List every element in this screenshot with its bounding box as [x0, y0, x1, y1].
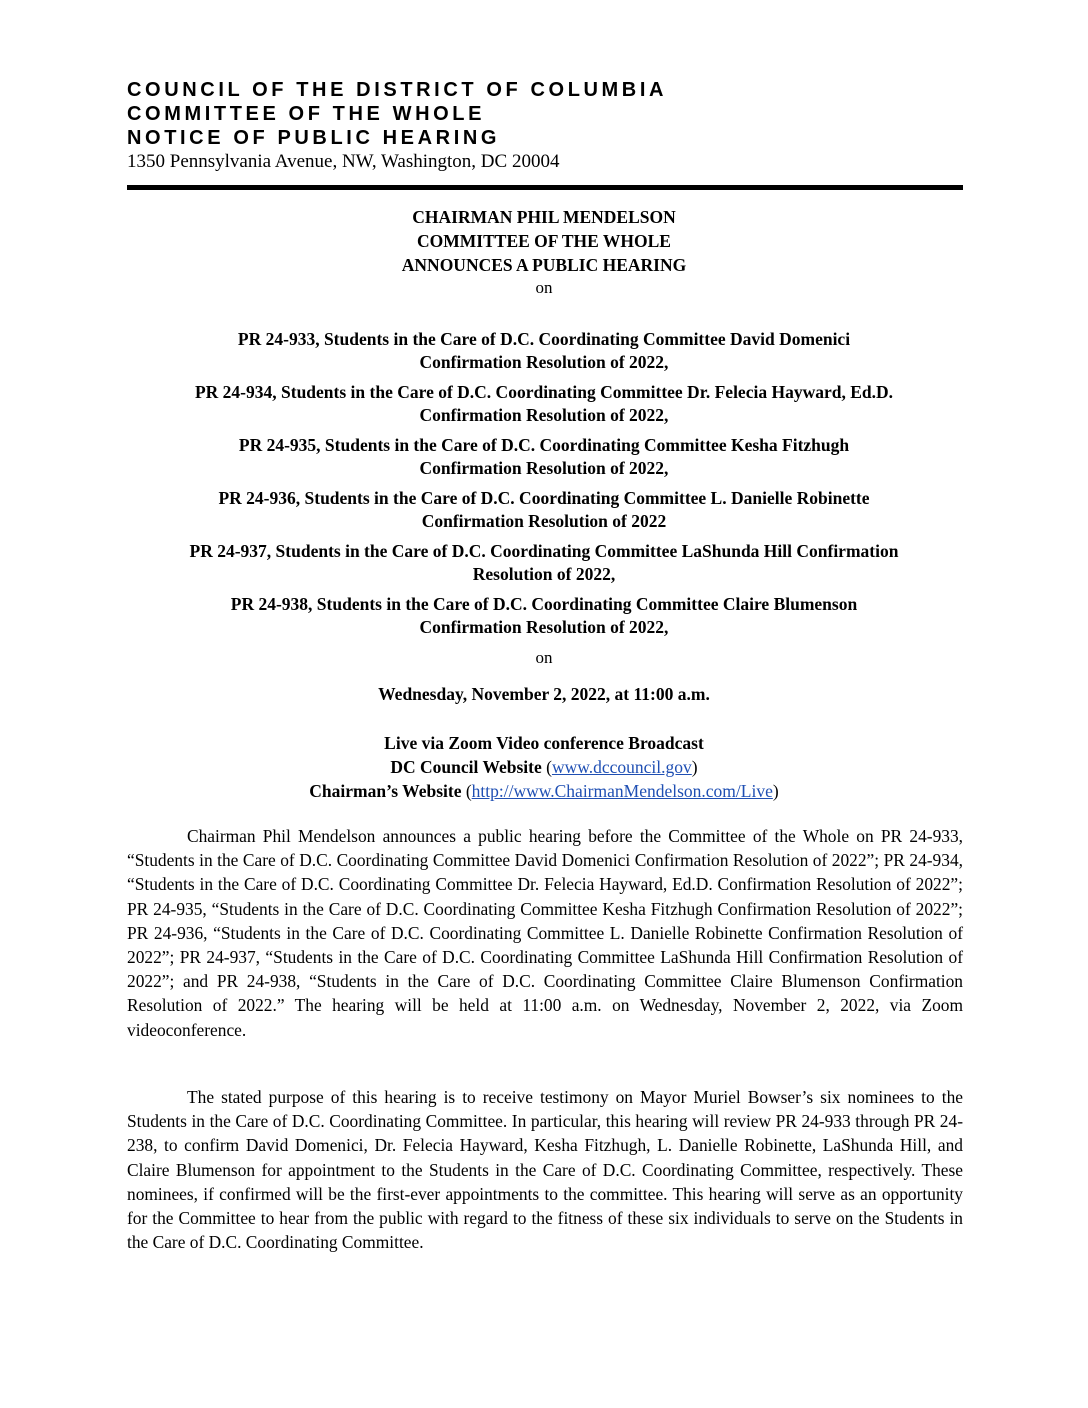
- measure-item: [120, 381, 968, 427]
- chairman-website-label: Chairman’s Website: [309, 781, 462, 801]
- council-website-label: DC Council Website: [390, 757, 542, 777]
- measure-subtitle: Confirmation Resolution of 2022,: [419, 617, 669, 637]
- broadcast-info: [120, 731, 968, 803]
- measure-item: [120, 540, 968, 586]
- open-paren: (: [465, 781, 472, 801]
- measures-list: [120, 328, 968, 646]
- measure-title: PR 24-935, Students in the Care of D.C. Coordinating Committee Kesha Fitzhugh: [238, 435, 850, 455]
- measure-subtitle: Confirmation Resolution of 2022,: [419, 458, 669, 478]
- body-paragraph-announcement: Chairman Phil Mendelson announces a public hearing before the Committee of the Whole on PR 24-933, “Students in the Care of D.C. Coordinating Committee David Domenici Confirmation Resolution of 2022”; PR 24-934, “Students in the Care of D.C. Coordinating Committee Dr. Felecia Hayward, Ed.D. Confirmation Resolution of 2022”; PR 24-935, “Students in the Care of D.C. Coordinating Committee Kesha Fitzhugh Confirmation Resolution of 2022”; PR 24-936, “Students in the Care of D.C. Coordinating Committee L. Danielle Robinette Confirmation Resolution of 2022”; PR 24-937, “Students in the Care of D.C. Coordinating Committee LaShunda Hill Confirmation Resolution of 2022”; and PR 24-938, “Students in the Care of D.C. Coordinating Committee Claire Blumenson Confirmation Resolution of 2022.” The hearing will be held at 11:00 a.m. on Wednesday, November 2, 2022, via Zoom videoconference.: [127, 826, 963, 1040]
- measure-title: PR 24-938, Students in the Care of D.C. Coordinating Committee Claire Blumenson: [230, 594, 858, 614]
- council-website-line: [120, 755, 968, 779]
- measure-title: PR 24-934, Students in the Care of D.C. Coordinating Committee Dr. Felecia Hayward, Ed.D.: [194, 382, 893, 402]
- measure-title: PR 24-936, Students in the Care of D.C. Coordinating Committee L. Danielle Robinette: [218, 488, 870, 508]
- heading-on: on: [535, 278, 553, 297]
- body-paragraph-purpose: The stated purpose of this hearing is to receive testimony on Mayor Muriel Bowser’s six nominees to the Students in the Care of D.C. Coordinating Committee. In particular, this hearing will review PR 24-933 through PR 24-238, to confirm David Domenici, Dr. Felecia Hayward, Kesha Fitzhugh, L. Danielle Robinette, LaShunda Hill, and Claire Blumenson for appointment to the Students in the Care of D.C. Coordinating Committee, respectively. These nominees, if confirmed will be the first-ever appointments to the committee. This hearing will serve as an opportunity for the Committee to hear from the public with regard to the fitness of these six individuals to serve on the Students in the Care of D.C. Coordinating Committee.: [127, 1087, 963, 1253]
- heading-committee: COMMITTEE OF THE WHOLE: [417, 231, 671, 251]
- close-paren: ): [691, 757, 698, 777]
- announcement-heading: [120, 205, 968, 299]
- measure-item: [120, 434, 968, 480]
- measure-subtitle: Resolution of 2022,: [472, 564, 616, 584]
- letterhead-rule: [127, 185, 963, 190]
- broadcast-zoom: Live via Zoom Video conference Broadcast: [384, 733, 704, 753]
- chairman-website-line: [120, 779, 968, 803]
- letterhead-council: COUNCIL OF THE DISTRICT OF COLUMBIA: [127, 79, 668, 101]
- heading-chairman: CHAIRMAN PHIL MENDELSON: [412, 207, 676, 227]
- letterhead-notice: NOTICE OF PUBLIC HEARING: [127, 127, 501, 149]
- open-paren: (: [546, 757, 552, 777]
- letterhead-committee: COMMITTEE OF THE WHOLE: [127, 103, 486, 125]
- measure-subtitle: Confirmation Resolution of 2022,: [419, 352, 669, 372]
- measure-subtitle: Confirmation Resolution of 2022: [421, 511, 667, 531]
- letterhead: [127, 78, 967, 174]
- letterhead-address: 1350 Pennsylvania Avenue, NW, Washington, DC 20004: [127, 151, 560, 172]
- measure-title: PR 24-933, Students in the Care of D.C. Coordinating Committee David Domenici: [237, 329, 851, 349]
- measure-item: [120, 593, 968, 639]
- heading-announces: ANNOUNCES A PUBLIC HEARING: [401, 255, 687, 275]
- hearing-date: Wednesday, November 2, 2022, at 11:00 a.m.: [378, 684, 710, 704]
- on-connector: on: [535, 648, 553, 667]
- council-website-link[interactable]: www.dccouncil.gov: [551, 757, 692, 777]
- measure-title: PR 24-937, Students in the Care of D.C. Coordinating Committee LaShunda Hill Confirmation: [189, 541, 899, 561]
- measure-item: [120, 487, 968, 533]
- measure-item: [120, 328, 968, 374]
- close-paren: ): [772, 781, 779, 801]
- measure-subtitle: Confirmation Resolution of 2022,: [419, 405, 669, 425]
- chairman-website-link[interactable]: http://www.ChairmanMendelson.com/Live: [471, 781, 773, 801]
